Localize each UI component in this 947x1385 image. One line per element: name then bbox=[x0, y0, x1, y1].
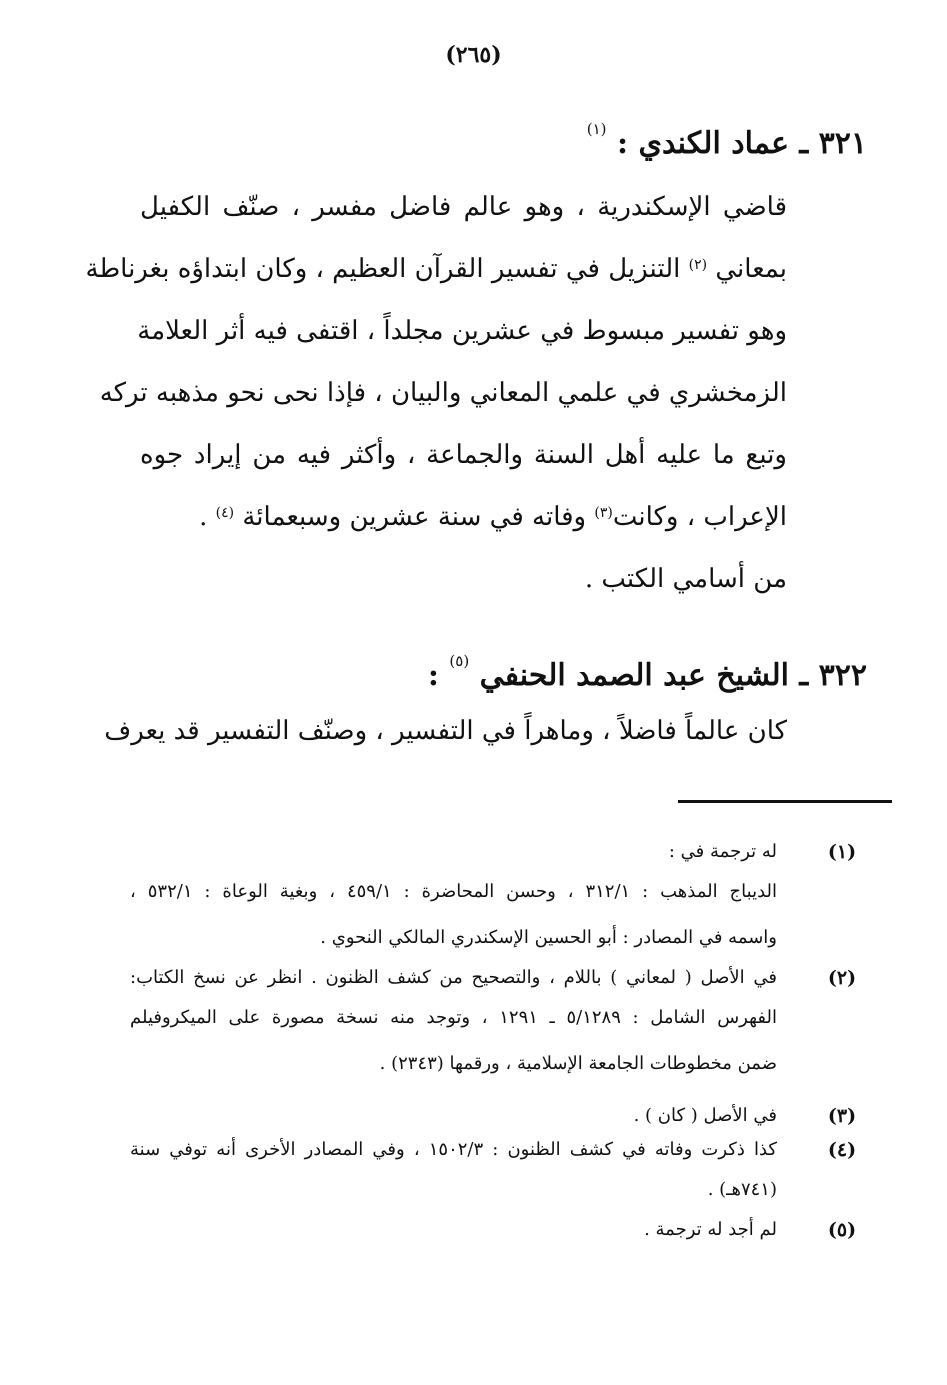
footnote-5 bbox=[130, 1213, 867, 1247]
footnote-4 bbox=[130, 1133, 867, 1213]
body-line bbox=[140, 486, 787, 548]
entry-body-322 bbox=[104, 700, 787, 762]
entry-body-321 bbox=[85, 176, 787, 610]
footnote-number: (١) bbox=[827, 841, 857, 863]
footnote-2 bbox=[130, 961, 867, 1087]
footnote-line: (٧٤١هـ) . bbox=[707, 1179, 777, 1200]
body-line: من أسامي الكتب . bbox=[584, 564, 787, 594]
body-text: التنزيل في تفسير القرآن العظيم ، وكان ابتداؤه بغرناطة bbox=[85, 254, 681, 284]
footnote-marker-4: (٤) bbox=[215, 505, 235, 521]
body-line: وتبع ما عليه أهل السنة والجماعة ، وأكثر فيه من إيراد جوه bbox=[140, 440, 787, 470]
footnote-3 bbox=[130, 1099, 867, 1133]
body-line: الزمخشري في علمي المعاني والبيان ، فإذا نحى نحو مذهبه تركه bbox=[99, 378, 787, 408]
footnote-marker-2: (٢) bbox=[688, 257, 708, 273]
footnote-number: (٢) bbox=[827, 967, 857, 989]
entry-heading-suffix: : bbox=[427, 658, 439, 693]
body-text: وفاته في سنة عشرين وسبعمائة bbox=[242, 502, 587, 532]
entry-heading-text: ٣٢٢ ـ الشيخ عبد الصمد الحنفي bbox=[479, 658, 867, 693]
footnotes bbox=[130, 835, 867, 1247]
footnote-line: الديباج المذهب : ٣١٢/١ ، وحسن المحاضرة : ٤٥٩/١ ، وبغية الوعاة : ٥٣٢/١ ، bbox=[130, 881, 778, 902]
entry-heading-text: ٣٢١ ـ عماد الكندي : bbox=[616, 126, 867, 161]
footnote-line: كذا ذكرت وفاته في كشف الظنون : ١٥٠٢/٣ ، وفي المصادر الأخرى أنه توفي سنة bbox=[130, 1139, 777, 1160]
footnote-marker-5: (٥) bbox=[449, 652, 470, 670]
footnote-line: لم أجد له ترجمة . bbox=[644, 1219, 777, 1240]
body-line bbox=[85, 238, 787, 300]
body-text: . bbox=[199, 502, 208, 532]
footnote-line: في الأصل ( لمعاني ) باللام ، والتصحيح من كشف الظنون . انظر عن نسخ الكتاب: bbox=[130, 967, 777, 988]
footnote-line: له ترجمة في : bbox=[668, 841, 777, 862]
body-text: الإعراب ، وكانت bbox=[612, 502, 787, 532]
page-number: (٢٦٥) bbox=[445, 42, 502, 68]
footnote-divider bbox=[678, 800, 892, 803]
footnote-number: (٣) bbox=[827, 1105, 857, 1127]
entry-heading-322 bbox=[120, 652, 867, 693]
footnote-marker-1: (١) bbox=[586, 120, 607, 138]
footnote-number: (٥) bbox=[827, 1219, 857, 1241]
footnote-line: الفهرس الشامل : ٥/١٢٨٩ ـ ١٢٩١ ، وتوجد منه نسخة مصورة على الميكروفيلم bbox=[130, 1007, 777, 1028]
footnote-line: في الأصل ( كان ) . bbox=[633, 1105, 777, 1126]
entry-heading-321 bbox=[120, 120, 867, 161]
footnote-marker-3: (٣) bbox=[594, 505, 613, 521]
footnote-1 bbox=[130, 835, 867, 961]
body-line: كان عالماً فاضلاً ، وماهراً في التفسير ، وصنّف التفسير قد يعرف bbox=[104, 716, 787, 746]
body-line: وهو تفسير مبسوط في عشرين مجلداً ، اقتفى فيه أثر العلامة bbox=[137, 316, 787, 346]
footnote-line: ضمن مخطوطات الجامعة الإسلامية ، ورقمها (٢٣٤٣) . bbox=[379, 1053, 777, 1074]
footnote-number: (٤) bbox=[827, 1139, 857, 1161]
footnote-line: واسمه في المصادر : أبو الحسين الإسكندري المالكي النحوي . bbox=[320, 927, 777, 948]
body-line: قاضي الإسكندرية ، وهو عالم فاضل مفسر ، صنّف الكفيل bbox=[140, 192, 787, 222]
body-text: بمعاني bbox=[715, 254, 787, 284]
